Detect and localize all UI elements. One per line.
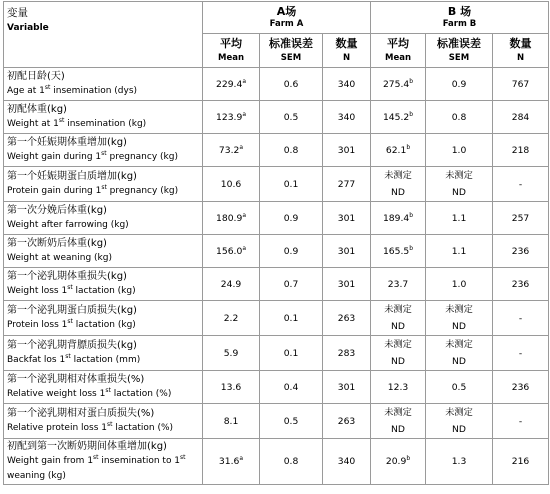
variable-cell — [4, 301, 203, 336]
b_sem-cell: 0.5 — [426, 371, 493, 404]
a_n-cell: 340 — [323, 68, 371, 101]
a_n-cell: 301 — [323, 268, 371, 301]
b_n-cell: - — [493, 167, 549, 202]
a_sem-cell: 0.8 — [260, 439, 323, 485]
a_mean-cell: 8.1 — [203, 404, 260, 439]
variable-label-zh: 初配体重(kg) — [7, 104, 67, 115]
a_mean-cell: 180.9$^a$ — [203, 202, 260, 235]
b_mean-cell: 23.7 — [371, 268, 426, 301]
variable-label-zh: 第一个妊娠期体重增加(kg) — [7, 137, 127, 148]
significance-mark: b — [409, 244, 414, 252]
mean-header-zh: 平均 — [387, 36, 409, 50]
farm-a-sem-header — [260, 34, 323, 68]
a_n-cell: 283 — [323, 336, 371, 371]
a_sem-cell: 0.4 — [260, 371, 323, 404]
variable-header-zh: 变量 — [7, 7, 28, 19]
variable-cell — [4, 68, 203, 101]
table-row — [4, 202, 549, 235]
b_sem-cell: 1.1 — [426, 202, 493, 235]
variable-label-zh: 第一个泌乳期相对体重损失(%) — [7, 374, 145, 385]
variable-label-en: Weight gain during 1st pregnancy (kg) — [7, 150, 178, 162]
b_sem-cell: 0.8 — [426, 101, 493, 134]
results-table — [3, 1, 549, 485]
a_sem-cell: 0.8 — [260, 134, 323, 167]
variable-label-zh: 第一个泌乳期相对蛋白质损失(%) — [7, 408, 155, 419]
b_mean-cell: 145.2$^b$ — [371, 101, 426, 134]
b_sem-cell: 1.3 — [426, 439, 493, 485]
a_sem-cell: 0.7 — [260, 268, 323, 301]
table-row — [4, 68, 549, 101]
table-row — [4, 101, 549, 134]
table-row — [4, 371, 549, 404]
variable-label-zh: 第一个泌乳期背膘质损失(kg) — [7, 340, 137, 351]
a_mean-cell: 13.6 — [203, 371, 260, 404]
b_sem-cell: 未测定 ND — [426, 404, 493, 439]
a_sem-cell: 0.9 — [260, 202, 323, 235]
table-row — [4, 167, 549, 202]
b_mean-cell: 20.9$^b$ — [371, 439, 426, 485]
b_mean-cell: 未测定 ND — [371, 336, 426, 371]
b_mean-cell: 未测定 ND — [371, 404, 426, 439]
variable-label-en: Backfat los 1st lactation (mm) — [7, 353, 141, 365]
variable-label-zh: 第一个妊娠期蛋白质增加(kg) — [7, 171, 137, 182]
farm-a-header-zh: A场 — [276, 5, 297, 18]
a_sem-cell: 0.6 — [260, 68, 323, 101]
a_mean-cell: 156.0$^a$ — [203, 235, 260, 268]
a_mean-cell: 31.6$^a$ — [203, 439, 260, 485]
a_n-cell: 263 — [323, 404, 371, 439]
a_mean-cell: 123.9$^a$ — [203, 101, 260, 134]
a_n-cell: 340 — [323, 101, 371, 134]
b_n-cell: 236 — [493, 235, 549, 268]
farm-a-mean-header — [203, 34, 260, 68]
variable-header-en: Variable — [7, 23, 49, 33]
b_mean-cell: 未测定 ND — [371, 301, 426, 336]
a_n-cell: 301 — [323, 134, 371, 167]
a_mean-cell: 73.2$^a$ — [203, 134, 260, 167]
farm-a-header — [203, 2, 371, 34]
a_sem-cell: 0.1 — [260, 336, 323, 371]
b_n-cell: 236 — [493, 371, 549, 404]
a_n-cell: 277 — [323, 167, 371, 202]
b_sem-cell: 未测定 ND — [426, 167, 493, 202]
a_sem-cell: 0.5 — [260, 101, 323, 134]
table-row — [4, 235, 549, 268]
b_sem-cell: 1.0 — [426, 134, 493, 167]
b_mean-cell: 62.1$^b$ — [371, 134, 426, 167]
table-row — [4, 404, 549, 439]
farm-a-n-header — [323, 34, 371, 68]
a_mean-cell: 24.9 — [203, 268, 260, 301]
sem-header-en: SEM — [448, 52, 470, 63]
significance-mark: a — [242, 77, 246, 85]
significance-mark: a — [242, 244, 246, 252]
a_sem-cell: 0.1 — [260, 167, 323, 202]
n-header-zh: 数量 — [509, 36, 532, 50]
b_n-cell: 218 — [493, 134, 549, 167]
mean-header-en: Mean — [384, 52, 411, 63]
variable-cell — [4, 439, 203, 485]
farm-b-header-en: Farm B — [442, 19, 477, 29]
variable-cell — [4, 268, 203, 301]
farm-b-mean-header — [371, 34, 426, 68]
variable-label-zh: 第一次分娩后体重(kg) — [7, 205, 107, 216]
variable-cell — [4, 167, 203, 202]
variable-label-zh: 第一次断奶后体重(kg) — [7, 238, 107, 249]
b_mean-cell: 189.4$^b$ — [371, 202, 426, 235]
variable-label-en: Protein gain during 1st pregnancy (kg) — [7, 184, 179, 196]
variable-label-en: Relative protein loss 1st lactation (%) — [7, 421, 174, 433]
sem-header-zh: 标准误差 — [437, 36, 481, 50]
table-row — [4, 134, 549, 167]
b_sem-cell: 0.9 — [426, 68, 493, 101]
variable-label-zh: 第一个泌乳期蛋白质损失(kg) — [7, 305, 137, 316]
table-row — [4, 336, 549, 371]
significance-mark: b — [406, 454, 411, 462]
significance-mark: b — [409, 110, 414, 118]
a_sem-cell: 0.5 — [260, 404, 323, 439]
variable-label-zh: 初配日龄(天) — [7, 71, 65, 82]
variable-label-en: Weight at 1st insemination (kg) — [7, 117, 147, 129]
b_sem-cell: 1.0 — [426, 268, 493, 301]
a_n-cell: 301 — [323, 371, 371, 404]
farm-b-header-zh: B 场 — [447, 5, 472, 18]
b_n-cell: - — [493, 404, 549, 439]
a_n-cell: 301 — [323, 202, 371, 235]
variable-label-en: Protein loss 1st lactation (kg) — [7, 318, 136, 330]
b_mean-cell: 165.5$^b$ — [371, 235, 426, 268]
a_sem-cell: 0.1 — [260, 301, 323, 336]
a_mean-cell: 10.6 — [203, 167, 260, 202]
b_n-cell: - — [493, 301, 549, 336]
variable-cell — [4, 235, 203, 268]
variable-cell — [4, 134, 203, 167]
significance-mark: b — [409, 77, 414, 85]
variable-cell — [4, 336, 203, 371]
b_mean-cell: 12.3 — [371, 371, 426, 404]
a_n-cell: 301 — [323, 235, 371, 268]
significance-mark: a — [239, 143, 244, 151]
variable-header — [4, 2, 203, 68]
a_n-cell: 340 — [323, 439, 371, 485]
b_mean-cell: 275.4$^b$ — [371, 68, 426, 101]
a_mean-cell: 5.9 — [203, 336, 260, 371]
n-header-en: N — [516, 52, 525, 63]
a_mean-cell: 229.4$^a$ — [203, 68, 260, 101]
n-header-zh: 数量 — [335, 36, 358, 50]
farm-a-header-en: Farm A — [269, 19, 304, 29]
table-row — [4, 268, 549, 301]
significance-mark: a — [242, 110, 246, 118]
n-header-en: N — [342, 52, 351, 63]
mean-header-zh: 平均 — [220, 36, 242, 50]
significance-mark: a — [239, 454, 244, 462]
a_mean-cell: 2.2 — [203, 301, 260, 336]
variable-cell — [4, 404, 203, 439]
mean-header-en: Mean — [217, 52, 244, 63]
variable-label-en: Age at 1st insemination (dys) — [7, 84, 138, 96]
b_n-cell: 284 — [493, 101, 549, 134]
variable-label-en: Relative weight loss 1st lactation (%) — [7, 387, 172, 399]
variable-label-zh: 初配到第一次断奶期间体重增加(kg) — [7, 441, 167, 452]
variable-label-en: Weight at weaning (kg) — [7, 253, 112, 263]
table-row — [4, 439, 549, 485]
b_sem-cell: 1.1 — [426, 235, 493, 268]
sem-header-en: SEM — [280, 52, 302, 63]
b_sem-cell: 未测定 ND — [426, 301, 493, 336]
variable-cell — [4, 101, 203, 134]
b_n-cell: 767 — [493, 68, 549, 101]
variable-label-en-line2: weaning (kg) — [7, 471, 66, 481]
table-row — [4, 301, 549, 336]
variable-label-en: Weight gain from 1st insemination to 1st — [7, 454, 186, 466]
farm-b-header — [371, 2, 549, 34]
table-body — [4, 68, 549, 485]
variable-cell — [4, 202, 203, 235]
a_sem-cell: 0.9 — [260, 235, 323, 268]
a_n-cell: 263 — [323, 301, 371, 336]
b_mean-cell: 未测定 ND — [371, 167, 426, 202]
sem-header-zh: 标准误差 — [269, 36, 313, 50]
b_n-cell: - — [493, 336, 549, 371]
b_sem-cell: 未测定 ND — [426, 336, 493, 371]
variable-label-zh: 第一个泌乳期体重损失(kg) — [7, 271, 127, 282]
variable-cell — [4, 371, 203, 404]
significance-mark: b — [406, 143, 411, 151]
variable-label-en: Weight loss 1st lactation (kg) — [7, 284, 136, 296]
b_n-cell: 236 — [493, 268, 549, 301]
significance-mark: b — [409, 211, 414, 219]
farm-b-n-header — [493, 34, 549, 68]
b_n-cell: 257 — [493, 202, 549, 235]
variable-label-en: Weight after farrowing (kg) — [7, 220, 129, 230]
significance-mark: a — [242, 211, 246, 219]
b_n-cell: 216 — [493, 439, 549, 485]
farm-b-sem-header — [426, 34, 493, 68]
